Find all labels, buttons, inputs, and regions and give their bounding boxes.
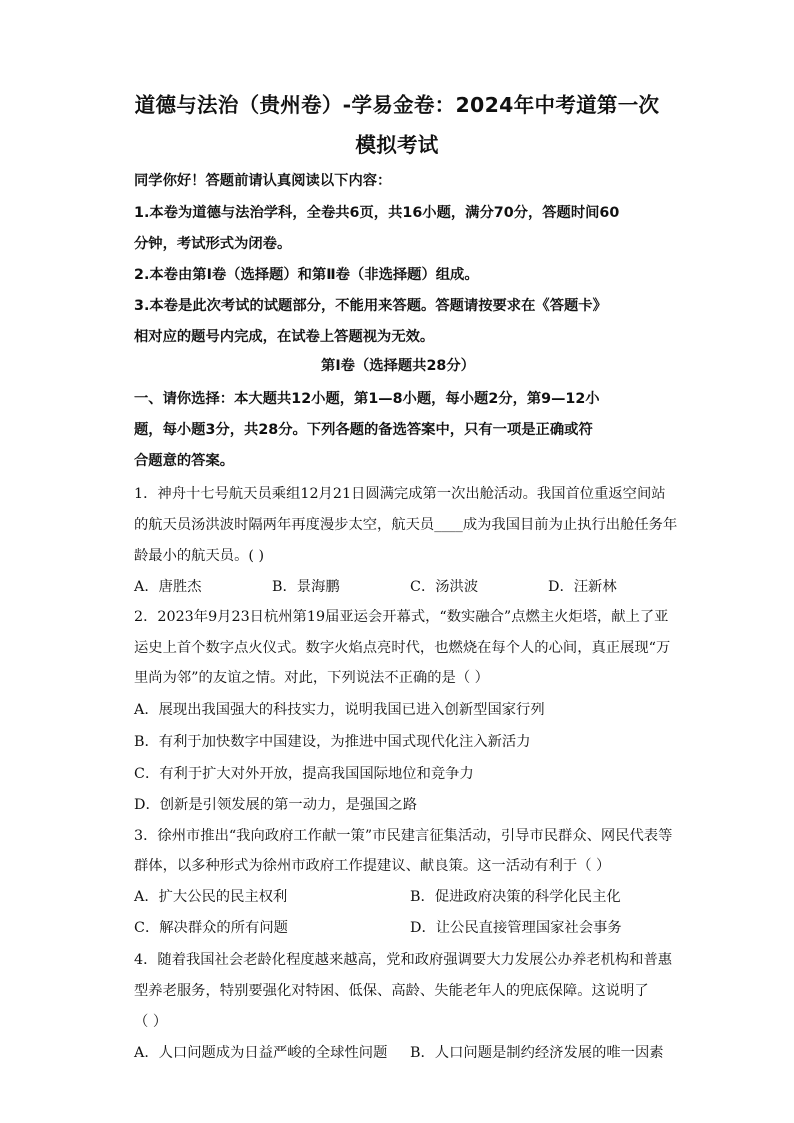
option-a: A．唐胜杰 [134,579,202,595]
option-b: B．人口问题是制约经济发展的唯一因素 [410,1045,664,1061]
document-title-line-1: 道德与法治（贵州卷）-学易金卷：2024年中考道第一次 [134,93,660,117]
question-1-line: 的航天员汤洪波时隔两年再度漫步太空，航天员____成为我国目前为止执行出舱任务年 [134,517,678,533]
option-b: B．促进政府决策的科学化民主化 [410,889,621,905]
question-4-line: （ ） [134,1014,168,1030]
question-2-line: 里尚为邻”的友谊之情。对此，下列说法不正确的是（ ） [134,670,489,686]
greeting: 同学你好！答题前请认真阅读以下内容： [134,173,392,189]
option-a: A．展现出我国强大的科技实力，说明我国已进入创新型国家行列 [134,702,545,718]
question-1-line: 龄最小的航天员。( ) [134,548,265,564]
question-3-options-row-2 [134,918,662,938]
option-c: C．有利于扩大对外开放，提高我国国际地位和竞争力 [134,766,474,782]
part-intro-line: 一、请你选择：本大题共12小题，第1—8小题，每小题2分，第9—12小 [134,391,600,407]
part-intro-line: 题，每小题3分，共28分。下列各题的备选答案中，只有一项是正确或符 [134,422,593,438]
question-4-line: 型养老服务，特别要强化对特困、低保、高龄、失能老年人的兜底保障。这说明了 [134,983,649,999]
question-2-line: 2．2023年9月23日杭州第19届亚运会开幕式，“数实融合”点燃主火炬塔，献上了亚 [134,609,669,625]
option-a: A．人口问题成为日益严峻的全球性问题 [134,1045,388,1061]
question-3-line: 3．徐州市推出“我向政府工作献一策”市民建言征集活动，引导市民群众、网民代表等 [134,828,673,844]
question-3-line: 群体，以多种形式为徐州市政府工作提建议、献良策。这一活动有利于（ ） [134,858,611,874]
option-a: A．扩大公民的民主权利 [134,889,288,905]
option-d: D．创新是引领发展的第一动力，是强国之路 [134,797,418,813]
option-d: D．让公民直接管理国家社会事务 [410,920,622,936]
document-title-line-2: 模拟考试 [355,133,439,157]
note-line: 2.本卷由第Ⅰ卷（选择题）和第Ⅱ卷（非选择题）组成。 [134,267,479,283]
question-1-options [134,577,662,597]
question-3-options-row-1 [134,887,662,907]
option-c: C．汤洪波 [410,579,479,595]
note-line: 分钟，考试形式为闭卷。 [134,236,292,252]
question-1-line: 1．神舟十七号航天员乘组12月21日圆满完成第一次出舱活动。我国首位重返空间站 [134,486,666,502]
option-c: C．解决群众的所有问题 [134,920,288,936]
option-b: B．有利于加快数字中国建设，为推进中国式现代化注入新活力 [134,734,531,750]
option-d: D．汪新林 [548,579,617,595]
question-4-options [134,1043,662,1063]
option-b: B．景海鹏 [272,579,340,595]
note-line: 相对应的题号内完成，在试卷上答题视为无效。 [134,329,435,345]
section-title: 第Ⅰ卷（选择题共28分） [321,358,475,374]
question-4-line: 4．随着我国社会老龄化程度越来越高，党和政府强调要大力发展公办养老机构和普惠 [134,952,673,968]
note-line: 3.本卷是此次考试的试题部分，不能用来答题。答题请按要求在《答题卡》 [134,298,607,314]
note-line: 1.本卷为道德与法治学科，全卷共6页，共16小题，满分70分，答题时间60 [134,205,620,221]
question-2-line: 运史上首个数字点火仪式。数字火焰点亮时代，也燃烧在每个人的心间，真正展现“万 [134,640,671,656]
part-intro-line: 合题意的答案。 [134,453,235,469]
